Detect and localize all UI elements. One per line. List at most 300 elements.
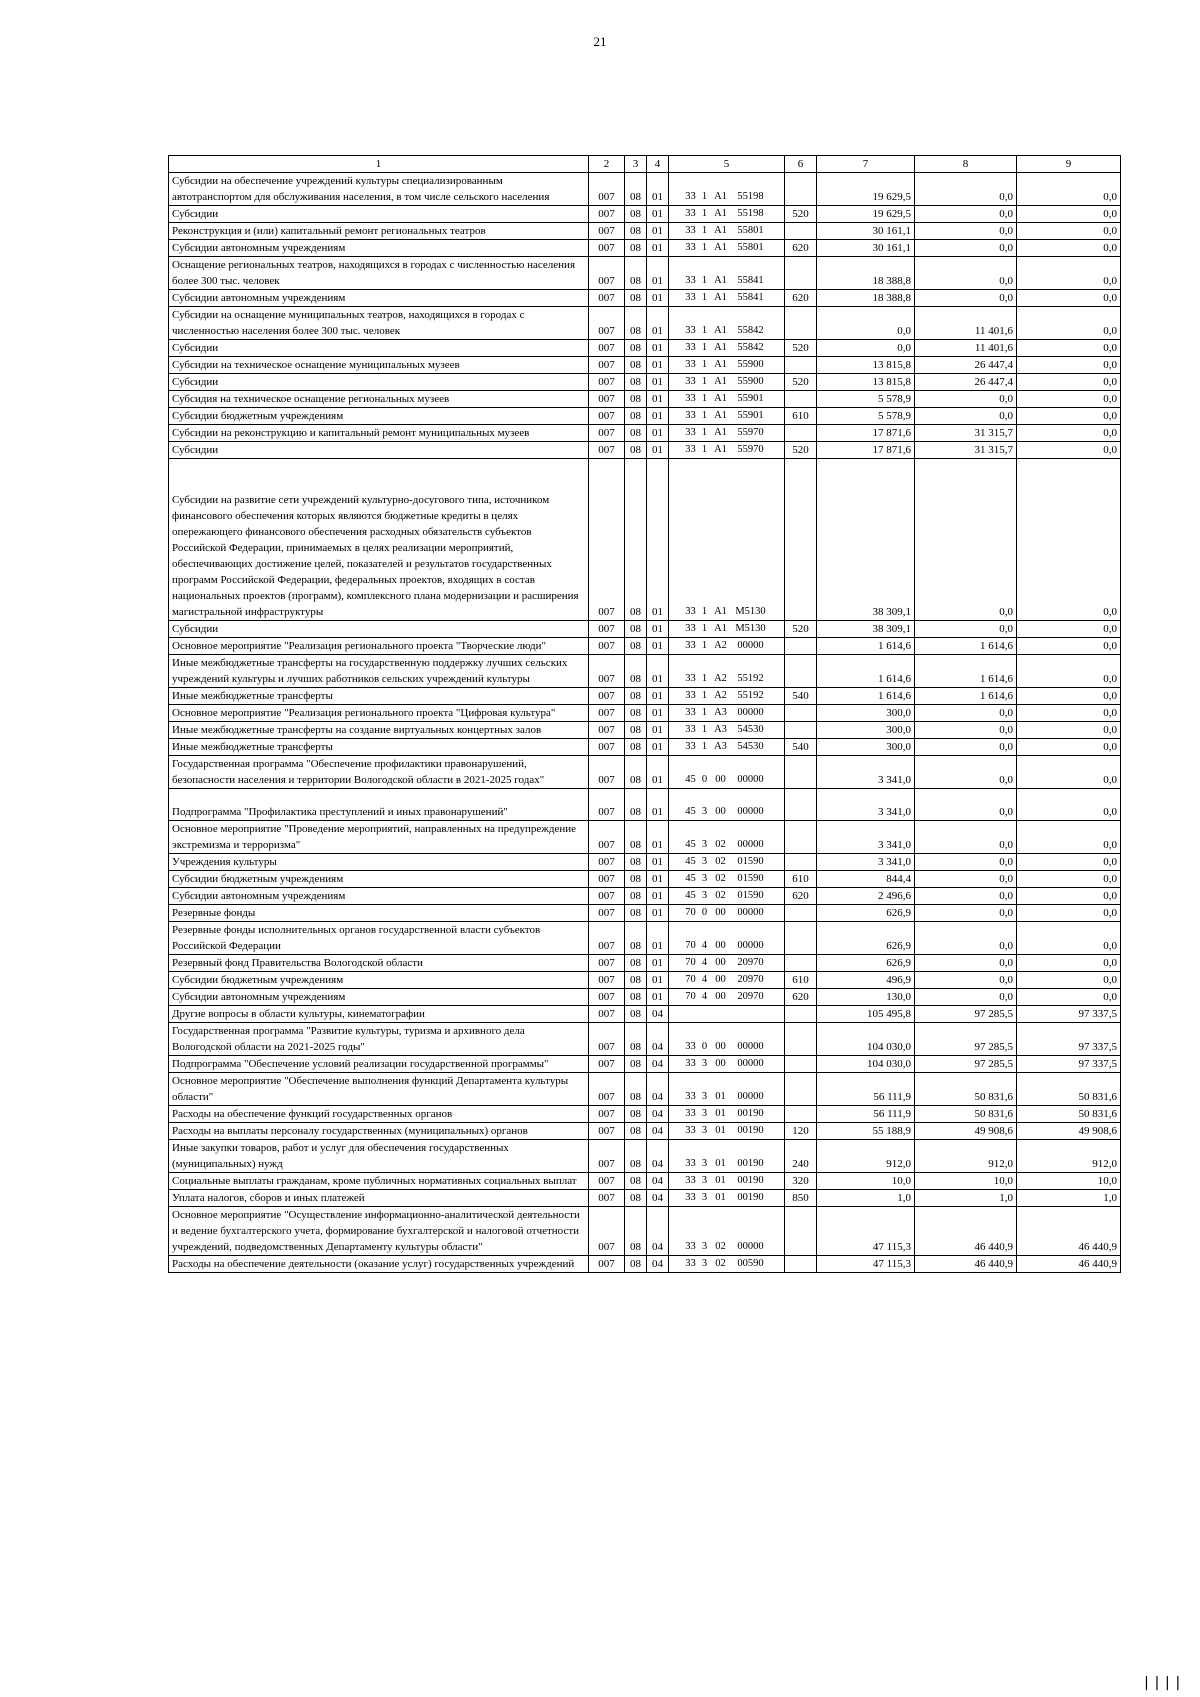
row-name: Субсидия на техническое оснащение региональных музеев xyxy=(169,391,589,408)
section-code: 08 xyxy=(625,922,647,955)
table-row xyxy=(169,223,1121,240)
section-code: 08 xyxy=(625,871,647,888)
amount-col8: 0,0 xyxy=(915,888,1017,905)
row-name: Уплата налогов, сборов и иных платежей xyxy=(169,1190,589,1207)
amount-col9: 0,0 xyxy=(1017,739,1121,756)
target-program: 33 xyxy=(685,1192,696,1203)
row-name: Расходы на обеспечение деятельности (оказание услуг) государственных учреждений xyxy=(169,1256,589,1273)
target-measure: 00 xyxy=(715,991,726,1002)
ministry-code: 007 xyxy=(589,408,625,425)
expense-type-code: 520 xyxy=(785,442,817,459)
amount-col8: 50 831,6 xyxy=(915,1073,1017,1106)
target-measure: A1 xyxy=(714,427,727,438)
expense-type-code: 610 xyxy=(785,972,817,989)
column-header-9: 9 xyxy=(1017,156,1121,173)
amount-col7: 104 030,0 xyxy=(817,1023,915,1056)
target-subprogram: 1 xyxy=(701,242,708,253)
amount-col7: 1 614,6 xyxy=(817,655,915,688)
subsection-code: 01 xyxy=(647,972,669,989)
target-measure: 00 xyxy=(715,1058,726,1069)
amount-col9: 0,0 xyxy=(1017,240,1121,257)
amount-col8: 10,0 xyxy=(915,1173,1017,1190)
target-article-code xyxy=(669,1173,785,1190)
section-code: 08 xyxy=(625,223,647,240)
target-program: 33 xyxy=(685,1175,696,1186)
target-program: 45 xyxy=(685,856,696,867)
ministry-code: 007 xyxy=(589,442,625,459)
target-article-code xyxy=(669,821,785,854)
section-code: 08 xyxy=(625,257,647,290)
amount-col8: 0,0 xyxy=(915,290,1017,307)
amount-col7: 30 161,1 xyxy=(817,240,915,257)
target-program: 33 xyxy=(685,1125,696,1136)
amount-col7: 0,0 xyxy=(817,340,915,357)
amount-col8: 0,0 xyxy=(915,756,1017,789)
table-row xyxy=(169,1073,1121,1106)
amount-col8: 912,0 xyxy=(915,1140,1017,1173)
amount-col7: 844,4 xyxy=(817,871,915,888)
column-header-3: 3 xyxy=(625,156,647,173)
amount-col7: 3 341,0 xyxy=(817,789,915,821)
ministry-code: 007 xyxy=(589,173,625,206)
target-subprogram: 0 xyxy=(701,907,708,918)
target-article-code xyxy=(669,1023,785,1056)
budget-table xyxy=(168,155,1121,1273)
target-direction: 00190 xyxy=(737,1175,764,1186)
amount-col7: 47 115,3 xyxy=(817,1256,915,1273)
target-direction: 55198 xyxy=(737,208,764,219)
amount-col8: 0,0 xyxy=(915,821,1017,854)
expense-type-code xyxy=(785,638,817,655)
target-direction: 00000 xyxy=(737,1041,764,1052)
target-measure: 00 xyxy=(715,957,726,968)
target-article-code xyxy=(669,340,785,357)
row-name: Субсидии бюджетным учреждениям xyxy=(169,972,589,989)
ministry-code: 007 xyxy=(589,854,625,871)
row-name: Учреждения культуры xyxy=(169,854,589,871)
amount-col9: 0,0 xyxy=(1017,374,1121,391)
amount-col7: 912,0 xyxy=(817,1140,915,1173)
expense-type-code: 120 xyxy=(785,1123,817,1140)
amount-col9: 46 440,9 xyxy=(1017,1256,1121,1273)
target-direction: 00190 xyxy=(737,1108,764,1119)
target-subprogram: 1 xyxy=(701,376,708,387)
target-program: 33 xyxy=(685,1158,696,1169)
subsection-code: 01 xyxy=(647,705,669,722)
subsection-code: 01 xyxy=(647,955,669,972)
amount-col7: 18 388,8 xyxy=(817,290,915,307)
ministry-code: 007 xyxy=(589,789,625,821)
target-measure: A3 xyxy=(714,707,727,718)
table-row xyxy=(169,357,1121,374)
amount-col9: 0,0 xyxy=(1017,307,1121,340)
target-program: 33 xyxy=(685,444,696,455)
expense-type-code xyxy=(785,1073,817,1106)
target-direction: 55900 xyxy=(737,376,764,387)
table-row xyxy=(169,621,1121,638)
amount-col7: 3 341,0 xyxy=(817,756,915,789)
target-program: 33 xyxy=(685,623,696,634)
target-article-code xyxy=(669,1256,785,1273)
target-program: 33 xyxy=(685,191,696,202)
target-measure: A3 xyxy=(714,741,727,752)
target-direction: 55901 xyxy=(737,410,764,421)
expense-type-code xyxy=(785,459,817,621)
section-code: 08 xyxy=(625,888,647,905)
ministry-code: 007 xyxy=(589,374,625,391)
target-measure: A1 xyxy=(714,376,727,387)
row-name: Иные межбюджетные трансферты на создание виртуальных концертных залов xyxy=(169,722,589,739)
target-article-code xyxy=(669,1190,785,1207)
target-subprogram: 1 xyxy=(701,325,708,336)
target-direction: 20970 xyxy=(737,991,764,1002)
amount-col9: 0,0 xyxy=(1017,854,1121,871)
target-article-code xyxy=(669,374,785,391)
target-article-code xyxy=(669,989,785,1006)
amount-col9: 0,0 xyxy=(1017,206,1121,223)
target-direction: 55841 xyxy=(737,292,764,303)
column-header-2: 2 xyxy=(589,156,625,173)
section-code: 08 xyxy=(625,1173,647,1190)
subsection-code: 04 xyxy=(647,1140,669,1173)
target-direction: 00000 xyxy=(737,1058,764,1069)
amount-col8: 46 440,9 xyxy=(915,1207,1017,1256)
target-program: 70 xyxy=(685,991,696,1002)
target-measure: 01 xyxy=(715,1158,726,1169)
target-article-code xyxy=(669,1056,785,1073)
target-program: 33 xyxy=(685,724,696,735)
table-row xyxy=(169,1256,1121,1273)
target-article-code xyxy=(669,1073,785,1106)
expense-type-code: 320 xyxy=(785,1173,817,1190)
table-row xyxy=(169,722,1121,739)
section-code: 08 xyxy=(625,756,647,789)
target-subprogram: 4 xyxy=(701,940,708,951)
table-body xyxy=(169,173,1121,1273)
target-article-code xyxy=(669,408,785,425)
target-measure: A1 xyxy=(714,342,727,353)
amount-col8: 50 831,6 xyxy=(915,1106,1017,1123)
target-measure: A1 xyxy=(714,292,727,303)
target-program: 70 xyxy=(685,974,696,985)
target-measure: A1 xyxy=(714,444,727,455)
target-subprogram: 4 xyxy=(701,991,708,1002)
row-name: Подпрограмма "Обеспечение условий реализации государственной программы" xyxy=(169,1056,589,1073)
section-code: 08 xyxy=(625,972,647,989)
expense-type-code xyxy=(785,1023,817,1056)
target-direction: 00190 xyxy=(737,1125,764,1136)
target-direction: 54530 xyxy=(737,741,764,752)
target-program: 33 xyxy=(685,242,696,253)
target-article-code xyxy=(669,425,785,442)
section-code: 08 xyxy=(625,1140,647,1173)
target-measure: A1 xyxy=(714,225,727,236)
ministry-code: 007 xyxy=(589,989,625,1006)
expense-type-code xyxy=(785,1056,817,1073)
target-article-code xyxy=(669,854,785,871)
subsection-code: 01 xyxy=(647,374,669,391)
subsection-code: 01 xyxy=(647,922,669,955)
expense-type-code xyxy=(785,223,817,240)
expense-type-code: 610 xyxy=(785,871,817,888)
subsection-code: 04 xyxy=(647,1123,669,1140)
row-name: Субсидии на развитие сети учреждений культурно-досугового типа, источником финансового обеспечения которых являются бюджетные кредиты в целях опережающего финансового обеспечения расходных обязательств субъектов Российской Федерации, принимаемых в целях реализации мероприятий, обеспечивающих достижение целей, показателей и результатов государственных программ Российской Федерации, федеральных проектов, входящих в состав национальных проектов (программ), комплексного плана модернизации и расширения магистральной инфраструктуры xyxy=(169,459,589,621)
amount-col9: 50 831,6 xyxy=(1017,1073,1121,1106)
target-direction: 20970 xyxy=(737,957,764,968)
amount-col8: 31 315,7 xyxy=(915,425,1017,442)
subsection-code: 04 xyxy=(647,1056,669,1073)
target-measure: 02 xyxy=(715,1241,726,1252)
table-row xyxy=(169,655,1121,688)
target-program: 33 xyxy=(685,1058,696,1069)
row-name: Основное мероприятие "Проведение мероприятий, направленных на предупреждение экстремизма и терроризма" xyxy=(169,821,589,854)
amount-col7: 2 496,6 xyxy=(817,888,915,905)
target-article-code xyxy=(669,905,785,922)
amount-col9: 0,0 xyxy=(1017,459,1121,621)
amount-col9: 0,0 xyxy=(1017,688,1121,705)
target-measure: 00 xyxy=(715,940,726,951)
amount-col8: 0,0 xyxy=(915,223,1017,240)
table-row xyxy=(169,638,1121,655)
expense-type-code: 540 xyxy=(785,739,817,756)
ministry-code: 007 xyxy=(589,1207,625,1256)
amount-col9: 0,0 xyxy=(1017,789,1121,821)
row-name: Субсидии на оснащение муниципальных театров, находящихся в городах с численностью населения более 300 тыс. человек xyxy=(169,307,589,340)
amount-col7: 17 871,6 xyxy=(817,442,915,459)
amount-col7: 56 111,9 xyxy=(817,1073,915,1106)
expense-type-code xyxy=(785,357,817,374)
section-code: 08 xyxy=(625,340,647,357)
target-program: 45 xyxy=(685,806,696,817)
target-measure: A1 xyxy=(714,275,727,286)
target-direction: 55970 xyxy=(737,444,764,455)
row-name: Субсидии xyxy=(169,374,589,391)
amount-col7: 55 188,9 xyxy=(817,1123,915,1140)
section-code: 08 xyxy=(625,1023,647,1056)
target-article-code xyxy=(669,357,785,374)
target-article-code xyxy=(669,240,785,257)
target-program: 33 xyxy=(685,1258,696,1269)
amount-col8: 1 614,6 xyxy=(915,638,1017,655)
target-program: 33 xyxy=(685,342,696,353)
amount-col7: 496,9 xyxy=(817,972,915,989)
target-program: 33 xyxy=(685,393,696,404)
table-row xyxy=(169,871,1121,888)
subsection-code: 01 xyxy=(647,223,669,240)
expense-type-code xyxy=(785,1256,817,1273)
amount-col7: 1,0 xyxy=(817,1190,915,1207)
subsection-code: 01 xyxy=(647,307,669,340)
target-program: 33 xyxy=(685,208,696,219)
amount-col7: 0,0 xyxy=(817,307,915,340)
target-article-code xyxy=(669,621,785,638)
target-measure: 02 xyxy=(715,873,726,884)
target-direction: 00190 xyxy=(737,1158,764,1169)
ministry-code: 007 xyxy=(589,888,625,905)
target-program: 70 xyxy=(685,940,696,951)
target-direction: 55842 xyxy=(737,325,764,336)
expense-type-code: 520 xyxy=(785,340,817,357)
expense-type-code xyxy=(785,1207,817,1256)
ministry-code: 007 xyxy=(589,1073,625,1106)
subsection-code: 01 xyxy=(647,739,669,756)
target-measure: 02 xyxy=(715,856,726,867)
amount-col9: 0,0 xyxy=(1017,425,1121,442)
scan-marks: |||| xyxy=(1142,1675,1184,1691)
section-code: 08 xyxy=(625,989,647,1006)
target-subprogram: 4 xyxy=(701,974,708,985)
amount-col7: 3 341,0 xyxy=(817,821,915,854)
row-name: Субсидии xyxy=(169,340,589,357)
target-subprogram: 1 xyxy=(701,191,708,202)
amount-col7: 56 111,9 xyxy=(817,1106,915,1123)
expense-type-code xyxy=(785,257,817,290)
expense-type-code xyxy=(785,922,817,955)
subsection-code: 01 xyxy=(647,821,669,854)
ministry-code: 007 xyxy=(589,688,625,705)
subsection-code: 01 xyxy=(647,173,669,206)
table-row xyxy=(169,391,1121,408)
target-subprogram: 3 xyxy=(701,890,708,901)
expense-type-code: 850 xyxy=(785,1190,817,1207)
ministry-code: 007 xyxy=(589,459,625,621)
amount-col7: 626,9 xyxy=(817,955,915,972)
expense-type-code: 520 xyxy=(785,206,817,223)
amount-col7: 10,0 xyxy=(817,1173,915,1190)
target-program: 33 xyxy=(685,606,696,617)
amount-col9: 0,0 xyxy=(1017,655,1121,688)
target-subprogram: 1 xyxy=(701,427,708,438)
subsection-code: 04 xyxy=(647,1006,669,1023)
amount-col9: 0,0 xyxy=(1017,257,1121,290)
table-row xyxy=(169,1140,1121,1173)
expense-type-code: 520 xyxy=(785,374,817,391)
table-row xyxy=(169,340,1121,357)
amount-col9: 0,0 xyxy=(1017,621,1121,638)
subsection-code: 01 xyxy=(647,905,669,922)
table-row xyxy=(169,1106,1121,1123)
section-code: 08 xyxy=(625,821,647,854)
row-name: Государственная программа "Развитие культуры, туризма и архивного дела Вологодской области на 2021-2025 годы" xyxy=(169,1023,589,1056)
amount-col8: 0,0 xyxy=(915,408,1017,425)
target-program: 33 xyxy=(685,1091,696,1102)
target-direction: 00590 xyxy=(737,1258,764,1269)
expense-type-code xyxy=(785,821,817,854)
ministry-code: 007 xyxy=(589,1123,625,1140)
row-name: Государственная программа "Обеспечение профилактики правонарушений, безопасности населения и территории Вологодской области в 2021-2025 годах" xyxy=(169,756,589,789)
target-program: 33 xyxy=(685,1241,696,1252)
target-direction: 00000 xyxy=(737,707,764,718)
target-direction: 01590 xyxy=(737,856,764,867)
target-measure: 01 xyxy=(715,1175,726,1186)
table-row xyxy=(169,756,1121,789)
row-name: Иные закупки товаров, работ и услуг для обеспечения государственных (муниципальных) нужд xyxy=(169,1140,589,1173)
column-header-6: 6 xyxy=(785,156,817,173)
subsection-code: 01 xyxy=(647,888,669,905)
target-program: 33 xyxy=(685,325,696,336)
section-code: 08 xyxy=(625,374,647,391)
row-name: Субсидии на техническое оснащение муниципальных музеев xyxy=(169,357,589,374)
amount-col9: 0,0 xyxy=(1017,290,1121,307)
table-row xyxy=(169,1190,1121,1207)
amount-col9: 0,0 xyxy=(1017,821,1121,854)
target-article-code xyxy=(669,1006,785,1023)
amount-col8: 11 401,6 xyxy=(915,340,1017,357)
subsection-code: 01 xyxy=(647,357,669,374)
target-measure: A1 xyxy=(714,623,727,634)
target-article-code xyxy=(669,638,785,655)
row-name: Субсидии xyxy=(169,206,589,223)
target-article-code xyxy=(669,257,785,290)
section-code: 08 xyxy=(625,854,647,871)
target-direction: 55841 xyxy=(737,275,764,286)
target-article-code xyxy=(669,1106,785,1123)
table-row xyxy=(169,374,1121,391)
section-code: 08 xyxy=(625,739,647,756)
expense-type-code: 620 xyxy=(785,989,817,1006)
target-subprogram: 4 xyxy=(701,957,708,968)
expense-type-code xyxy=(785,1106,817,1123)
target-article-code xyxy=(669,871,785,888)
ministry-code: 007 xyxy=(589,223,625,240)
ministry-code: 007 xyxy=(589,391,625,408)
expense-type-code xyxy=(785,173,817,206)
amount-col8: 49 908,6 xyxy=(915,1123,1017,1140)
subsection-code: 01 xyxy=(647,240,669,257)
target-subprogram: 1 xyxy=(701,410,708,421)
row-name: Субсидии xyxy=(169,621,589,638)
target-direction: 55801 xyxy=(737,242,764,253)
target-subprogram: 3 xyxy=(701,856,708,867)
expense-type-code: 620 xyxy=(785,888,817,905)
section-code: 08 xyxy=(625,206,647,223)
row-name: Реконструкция и (или) капитальный ремонт региональных театров xyxy=(169,223,589,240)
section-code: 08 xyxy=(625,789,647,821)
target-article-code xyxy=(669,972,785,989)
row-name: Социальные выплаты гражданам, кроме публичных нормативных социальных выплат xyxy=(169,1173,589,1190)
target-article-code xyxy=(669,789,785,821)
amount-col9: 97 337,5 xyxy=(1017,1006,1121,1023)
row-name: Иные межбюджетные трансферты xyxy=(169,688,589,705)
amount-col8: 0,0 xyxy=(915,972,1017,989)
column-header-5: 5 xyxy=(669,156,785,173)
section-code: 08 xyxy=(625,1207,647,1256)
table-row xyxy=(169,705,1121,722)
section-code: 08 xyxy=(625,905,647,922)
amount-col8: 0,0 xyxy=(915,854,1017,871)
target-subprogram: 3 xyxy=(701,1241,708,1252)
amount-col9: 0,0 xyxy=(1017,871,1121,888)
amount-col7: 13 815,8 xyxy=(817,357,915,374)
expense-type-code xyxy=(785,705,817,722)
table-row xyxy=(169,173,1121,206)
ministry-code: 007 xyxy=(589,722,625,739)
ministry-code: 007 xyxy=(589,1256,625,1273)
amount-col9: 0,0 xyxy=(1017,173,1121,206)
subsection-code: 01 xyxy=(647,391,669,408)
amount-col8: 0,0 xyxy=(915,257,1017,290)
section-code: 08 xyxy=(625,240,647,257)
target-measure: 00 xyxy=(715,806,726,817)
amount-col7: 104 030,0 xyxy=(817,1056,915,1073)
ministry-code: 007 xyxy=(589,1106,625,1123)
row-name: Субсидии автономным учреждениям xyxy=(169,888,589,905)
target-measure: A1 xyxy=(714,191,727,202)
target-direction: 00000 xyxy=(737,640,764,651)
amount-col9: 0,0 xyxy=(1017,972,1121,989)
ministry-code: 007 xyxy=(589,871,625,888)
table-row xyxy=(169,888,1121,905)
